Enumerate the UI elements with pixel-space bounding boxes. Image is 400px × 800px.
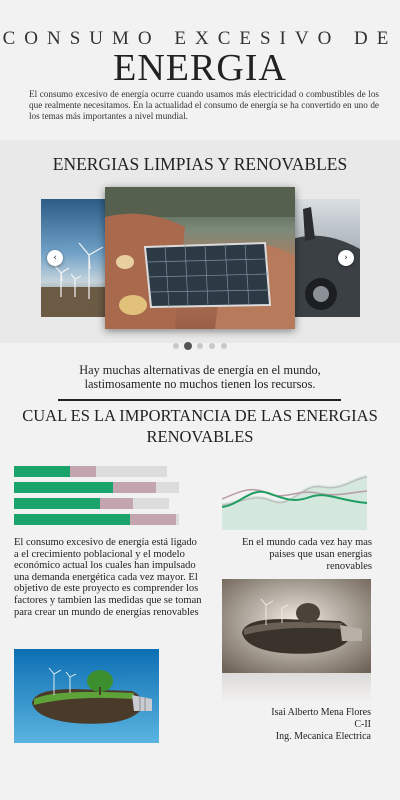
bar-row [14,482,179,493]
line-area-fill [222,475,367,530]
bar-green-segment [14,466,70,477]
light-bulb-green-illustration [14,649,159,743]
carousel-pagination [173,342,233,350]
slide-solar-panel[interactable] [105,187,295,329]
section-divider [58,399,341,401]
chevron-left-icon: ‹ [53,253,57,263]
bar-row [14,514,179,525]
bar-mauve-segment [130,514,176,525]
image-reflection [222,673,371,703]
author-name: Isai Alberto Mena Flores [271,707,371,718]
carousel-dot[interactable] [221,343,227,349]
light-bulb-sepia-illustration [222,579,371,673]
light-bulb-sepia-image [222,579,371,673]
page-supertitle: CONSUMO EXCESIVO DE [2,28,398,49]
carousel-title: ENERGIAS LIMPIAS Y RENOVABLES [52,154,348,174]
consumption-paragraph: El consumo excesivo de energía está ligado a el crecimiento poblacional y el modelo económico actual los cuales han impulsado una demanda energética cada vez mayor. El objetivo de este proyecto es comprender los factores y tambien las medidas que se toman para crear un mundo de energías renovables [14,537,202,618]
bar-mauve-segment [113,482,156,493]
carousel-prev-button[interactable] [47,250,63,266]
bar-row [14,498,169,509]
bar-green-segment [14,514,130,525]
page-title: ENERGIA [113,47,287,89]
importance-heading: CUAL ES LA IMPORTANCIA DE LAS ENERGIAS RENOVABLES [22,406,378,446]
bar-mauve-segment [70,466,96,477]
carousel-dot[interactable] [173,343,179,349]
chevron-right-icon: › [344,253,348,263]
carousel-next-button[interactable] [338,250,354,266]
author-credits [222,707,371,743]
bar-row [14,466,167,477]
line-graphic-svg [222,463,367,530]
intro-paragraph: El consumo excesivo de energía ocurre cuando usamos más electricidad o combustibles de los que realmente necesitamos. En la actualidad el consumo de energía se ha convertido en uno de los temas más importantes a nivel mundial. [29,89,379,121]
light-bulb-green-image [14,649,159,743]
carousel-dot[interactable] [209,343,215,349]
author-career: Ing. Mecanica Electrica [275,731,371,742]
solar-panel-illustration [105,187,295,329]
alternatives-text: Hay muchas alternativas de energía en el mundo, lastimosamente no muchos tienen los recursos. [79,363,321,391]
carousel-dot-active[interactable] [184,342,192,350]
bar-graphic [14,466,179,528]
renewables-paragraph: En el mundo cada vez hay mas paises que usan energias renovables [241,537,372,572]
line-graphic [222,463,367,530]
bar-green-segment [14,482,113,493]
bar-mauve-segment [100,498,133,509]
bar-green-segment [14,498,100,509]
author-group: C-II [354,719,371,730]
carousel-dot[interactable] [197,343,203,349]
